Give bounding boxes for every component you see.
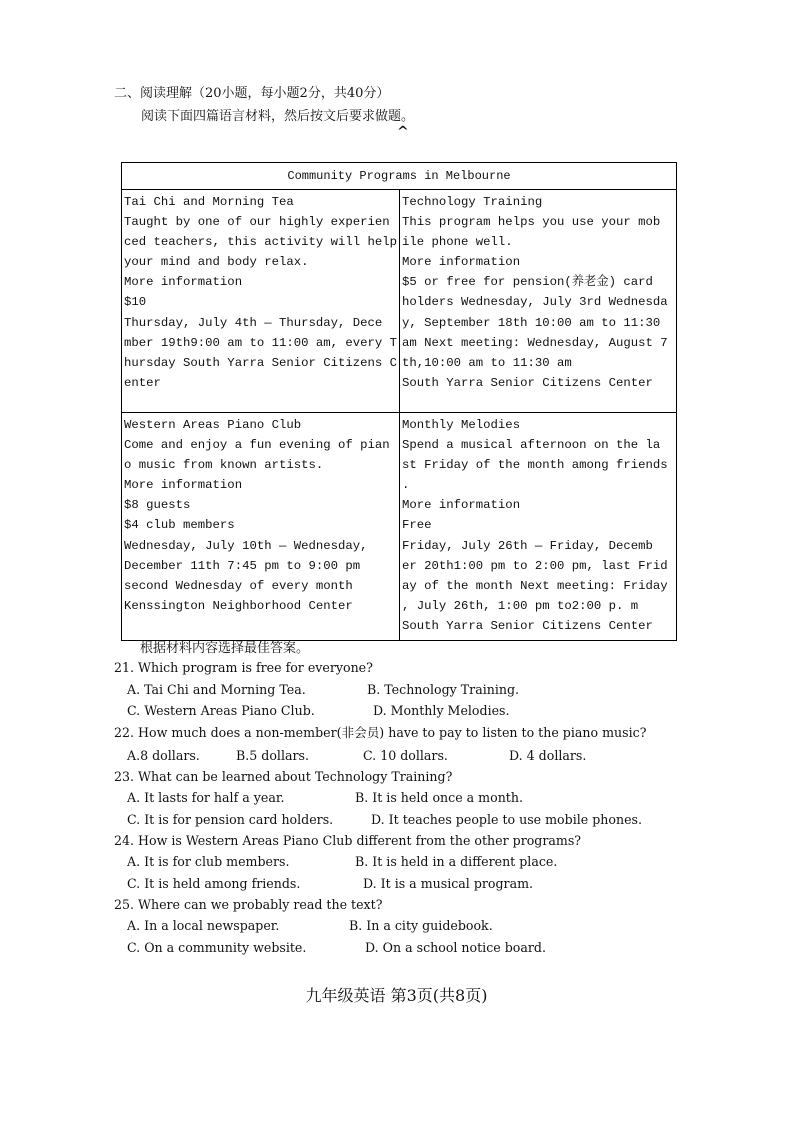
program-cell-monthly-melodies (400, 413, 677, 641)
cell-line: December 11th 7:45 pm to 9:00 pm (124, 558, 361, 573)
cell-line: South Yarra Senior Citizens Center (402, 618, 653, 633)
cell-line: Thursday, July 4th — Thursday, Dece (124, 315, 383, 330)
cell-line: second Wednesday of every month (124, 578, 353, 593)
question-stem: 24. How is Western Areas Piano Club different from the other programs? (114, 833, 582, 848)
option-b: B. Technology Training. (367, 682, 520, 697)
cell-line: $5 or free for pension(养老金) card (402, 275, 653, 290)
table-title: Community Programs in Melbourne (122, 163, 677, 190)
option-c: C. It is held among friends. (127, 876, 301, 891)
option-a: A.8 dollars. (127, 748, 200, 763)
option-d: D. Monthly Melodies. (373, 703, 510, 718)
cell-line: , July 26th, 1:00 pm to2:00 p. m (402, 598, 639, 613)
cell-line: Come and enjoy a fun evening of pian (124, 438, 390, 453)
cell-line: Monthly Melodies (402, 418, 521, 432)
program-cell-tai-chi (122, 190, 400, 413)
cell-line: South Yarra Senior Citizens Center (402, 375, 653, 390)
cell-line: More information (124, 275, 243, 290)
option-a: A. In a local newspaper. (127, 918, 280, 933)
option-c: C. On a community website. (127, 940, 307, 955)
cell-line: er 20th1:00 pm to 2:00 pm, last Frid (402, 558, 668, 573)
program-cell-piano-club (122, 413, 400, 641)
cell-line: . (402, 478, 410, 493)
option-a: A. Tai Chi and Morning Tea. (127, 682, 306, 697)
question-stem: 23. What can be learned about Technology Training? (114, 769, 453, 784)
option-d: D. On a school notice board. (365, 940, 546, 955)
cell-line: y, September 18th 10:00 am to 11:30 (402, 315, 661, 330)
programs-table (121, 162, 677, 641)
cell-line: $10 (124, 295, 147, 310)
cell-line: Taught by one of our highly experien (124, 215, 390, 230)
cell-line: Friday, July 26th — Friday, Decemb (402, 538, 653, 553)
cell-line: am Next meeting: Wednesday, August 7 (402, 335, 668, 350)
cell-line: ced teachers, this activity will help (124, 235, 398, 250)
cell-line: Free (402, 518, 432, 533)
cell-line: $4 club members (124, 518, 235, 533)
cell-line: ay of the month Next meeting: Friday (402, 578, 668, 593)
cell-line: Western Areas Piano Club (124, 418, 302, 432)
question-stem: 22. How much does a non-member(非会员) have to pay to listen to the piano music? (114, 725, 647, 740)
caret-mark: ^ (397, 124, 409, 140)
option-d: D. It teaches people to use mobile phones. (371, 812, 642, 827)
cell-line: enter (124, 375, 161, 390)
option-a: A. It is for club members. (127, 854, 290, 869)
option-b: B. It is held once a month. (355, 790, 523, 805)
option-d: D. 4 dollars. (509, 748, 587, 763)
cell-line: your mind and body relax. (124, 255, 309, 270)
cell-line: More information (402, 255, 521, 270)
cell-line: Technology Training (402, 195, 543, 209)
cell-line: ile phone well. (402, 235, 513, 250)
question-stem: 21. Which program is free for everyone? (114, 660, 373, 675)
cell-line: o music from known artists. (124, 458, 324, 473)
cell-line: Tai Chi and Morning Tea (124, 195, 294, 209)
cell-line: hursday South Yarra Senior Citizens C (124, 355, 398, 370)
cell-line: More information (124, 478, 243, 493)
cell-line: $8 guests (124, 498, 191, 513)
cell-line: Kenssington Neighborhood Center (124, 598, 353, 613)
cell-line: th,10:00 am to 11:30 am (402, 355, 572, 370)
option-b: B.5 dollars. (236, 748, 309, 763)
cell-line: st Friday of the month among friends (402, 458, 668, 473)
option-c: C. 10 dollars. (363, 748, 448, 763)
option-b: B. In a city guidebook. (349, 918, 493, 933)
cell-line: Spend a musical afternoon on the la (402, 438, 661, 453)
option-b: B. It is held in a different place. (355, 854, 558, 869)
cell-line: More information (402, 498, 521, 513)
answer-instruction: 根据材料内容选择最佳答案。 (140, 641, 310, 656)
program-cell-technology (400, 190, 677, 413)
cell-line: Wednesday, July 10th — Wednesday, (124, 538, 368, 553)
option-a: A. It lasts for half a year. (127, 790, 285, 805)
cell-line: This program helps you use your mob (402, 215, 661, 230)
cell-line: holders Wednesday, July 3rd Wednesda (402, 295, 668, 310)
option-c: C. It is for pension card holders. (127, 812, 334, 827)
reading-instruction: 阅读下面四篇语言材料，然后按文后要求做题。 (141, 109, 415, 124)
section-heading: 二、阅读理解（20小题，每小题2分，共40分） (114, 86, 390, 101)
option-c: C. Western Areas Piano Club. (127, 703, 315, 718)
page-footer: 九年级英语 第3页(共8页) (305, 986, 488, 1005)
question-stem: 25. Where can we probably read the text? (114, 897, 383, 912)
cell-line: mber 19th9:00 am to 11:00 am, every T (124, 335, 398, 350)
option-d: D. It is a musical program. (363, 876, 534, 891)
